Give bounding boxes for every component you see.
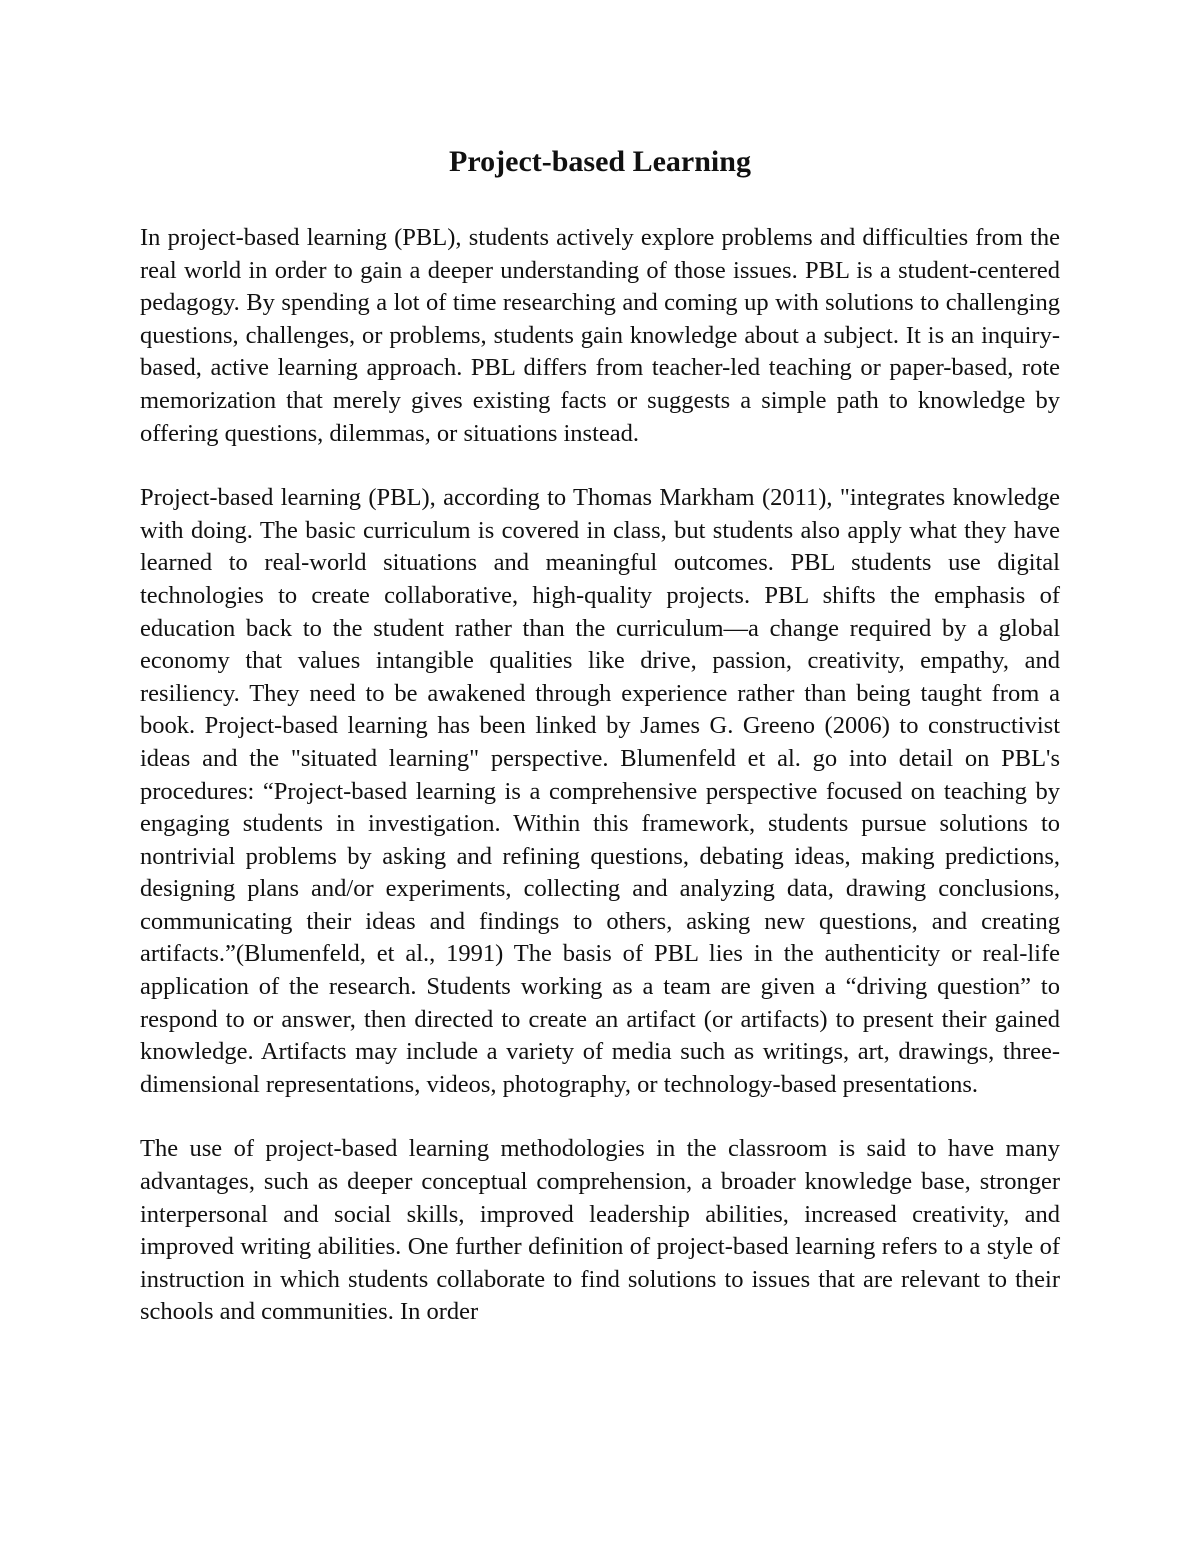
paragraph-3: The use of project-based learning methodologies in the classroom is said to have many advantages, such as deeper conceptual comprehension, a broader knowledge base, stronger interpersonal and social skills, improved leadership abilities, increased creativity, and improved writing abilities. One further definition of project-based learning refers to a style of instruction in which students collaborate to find solutions to issues that are relevant to their schools and communities. In order: [140, 1135, 1060, 1326]
document-body: [140, 222, 1060, 1361]
paragraph-2: Project-based learning (PBL), according to Thomas Markham (2011), "integrates knowledge with doing. The basic curriculum is covered in class, but students also apply what they have learned to real-world situations and meaningful outcomes. PBL students use digital technologies to create collaborative, high-quality projects. PBL shifts the emphasis of education back to the student rather than the curriculum—a change required by a global economy that values intangible qualities like drive, passion, creativity, empathy, and resiliency. They need to be awakened through experience rather than being taught from a book. Project-based learning has been linked by James G. Greeno (2006) to constructivist ideas and the "situated learning" perspective. Blumenfeld et al. go into detail on PBL's procedures: “Project-based learning is a comprehensive perspective focused on teaching by engaging students in investigation. Within this framework, students pursue solutions to nontrivial problems by asking and refining questions, debating ideas, making predictions, designing plans and/or experiments, collecting and analyzing data, drawing conclusions, communicating their ideas and findings to others, asking new questions, and creating artifacts.”(Blumenfeld, et al., 1991) The basis of PBL lies in the authenticity or real-life application of the research. Students working as a team are given a “driving question” to respond to or answer, then directed to create an artifact (or artifacts) to present their gained knowledge. Artifacts may include a variety of media such as writings, art, drawings, three-dimensional representations, videos, photography, or technology-based presentations.: [140, 484, 1060, 1098]
paragraph-1: In project-based learning (PBL), students actively explore problems and difficulties from the real world in order to gain a deeper understanding of those issues. PBL is a student-centered pedagogy. By spending a lot of time researching and coming up with solutions to challenging questions, challenges, or problems, students gain knowledge about a subject. It is an inquiry-based, active learning approach. PBL differs from teacher-led teaching or paper-based, rote memorization that merely gives existing facts or suggests a simple path to knowledge by offering questions, dilemmas, or situations instead.: [140, 224, 1060, 447]
page-title: Project-based Learning: [449, 145, 751, 178]
